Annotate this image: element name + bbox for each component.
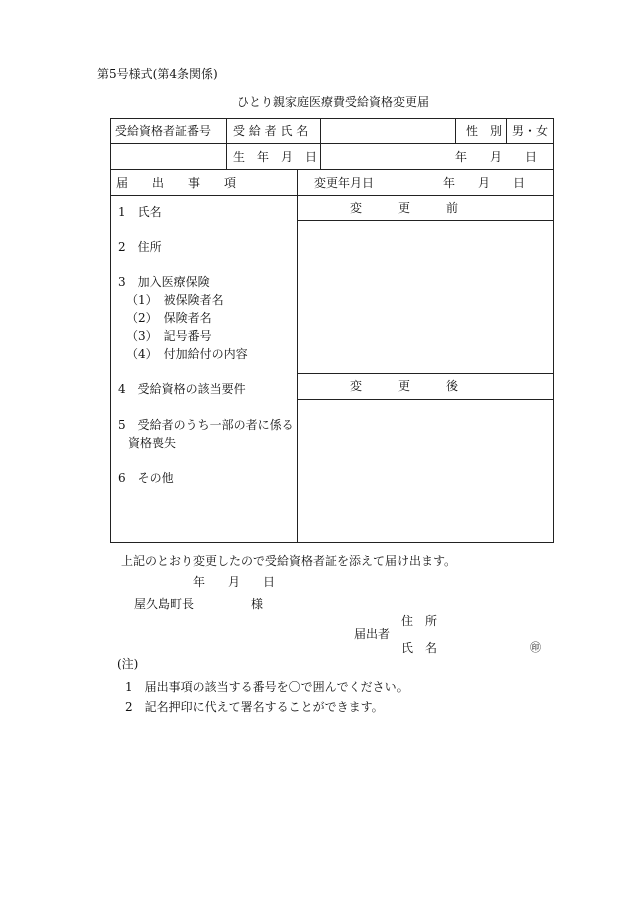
after-label: 変 更 後: [350, 379, 459, 393]
cert-number-field[interactable]: [112, 145, 224, 167]
sex-value[interactable]: 男・女: [512, 124, 549, 138]
birth-month: 月: [490, 150, 503, 164]
item-insured-name: （1） 被保険者名: [126, 293, 224, 307]
notes-label: (注): [117, 657, 139, 671]
item-symbol-number: （3） 記号番号: [126, 329, 212, 343]
before-label: 変 更 前: [350, 201, 459, 215]
address-label: 住 所: [401, 614, 438, 628]
item-eligibility: 4 受給資格の該当要件: [118, 382, 246, 396]
item-partial-loss: 5 受給者のうち一部の者に係る: [118, 418, 294, 432]
notifier-label: 届出者: [354, 627, 391, 641]
after-field[interactable]: [299, 401, 552, 541]
birth-day: 日: [525, 150, 538, 164]
change-year: 年: [443, 176, 456, 190]
item-partial-loss-cont: 資格喪失: [128, 436, 177, 450]
change-day: 日: [513, 176, 526, 190]
cert-number-label: 受給資格者証番号: [115, 124, 212, 138]
addressee: 屋久島町長: [134, 597, 195, 611]
form-number: 第5号様式(第4条関係): [97, 67, 218, 81]
form-title: ひとり親家庭医療費受給資格変更届: [237, 95, 430, 109]
seal-mark: ㊞: [530, 641, 541, 654]
item-insurance: 3 加入医療保険: [118, 275, 210, 289]
notice-items-label: 届 出 事 項: [116, 176, 237, 190]
recipient-name-label: 受 給 者 氏 名: [233, 124, 309, 138]
signer-name-label: 氏 名: [401, 641, 438, 655]
item-other: 6 その他: [118, 471, 174, 485]
change-date-label: 変更年月日: [314, 176, 375, 190]
change-month: 月: [478, 176, 491, 190]
recipient-name-field[interactable]: [322, 120, 453, 142]
submit-year: 年: [193, 575, 206, 589]
item-additional-benefit: （4） 付加給付の内容: [126, 347, 248, 361]
sex-label: 性 別: [466, 124, 503, 138]
item-address: 2 住所: [118, 240, 162, 254]
submit-month: 月: [228, 575, 241, 589]
submit-day: 日: [263, 575, 276, 589]
honorific: 様: [251, 597, 264, 611]
item-name: 1 氏名: [118, 205, 162, 219]
before-field[interactable]: [299, 222, 552, 372]
note-2: 2 記名押印に代えて署名することができます。: [125, 700, 384, 714]
note-1: 1 届出事項の該当する番号を〇で囲んでください。: [125, 680, 409, 694]
birth-year: 年: [455, 150, 468, 164]
birth-date-label: 生 年 月 日: [233, 150, 318, 164]
statement: 上記のとおり変更したので受給資格者証を添えて届け出ます。: [121, 554, 457, 568]
item-insurer-name: （2） 保険者名: [126, 311, 212, 325]
